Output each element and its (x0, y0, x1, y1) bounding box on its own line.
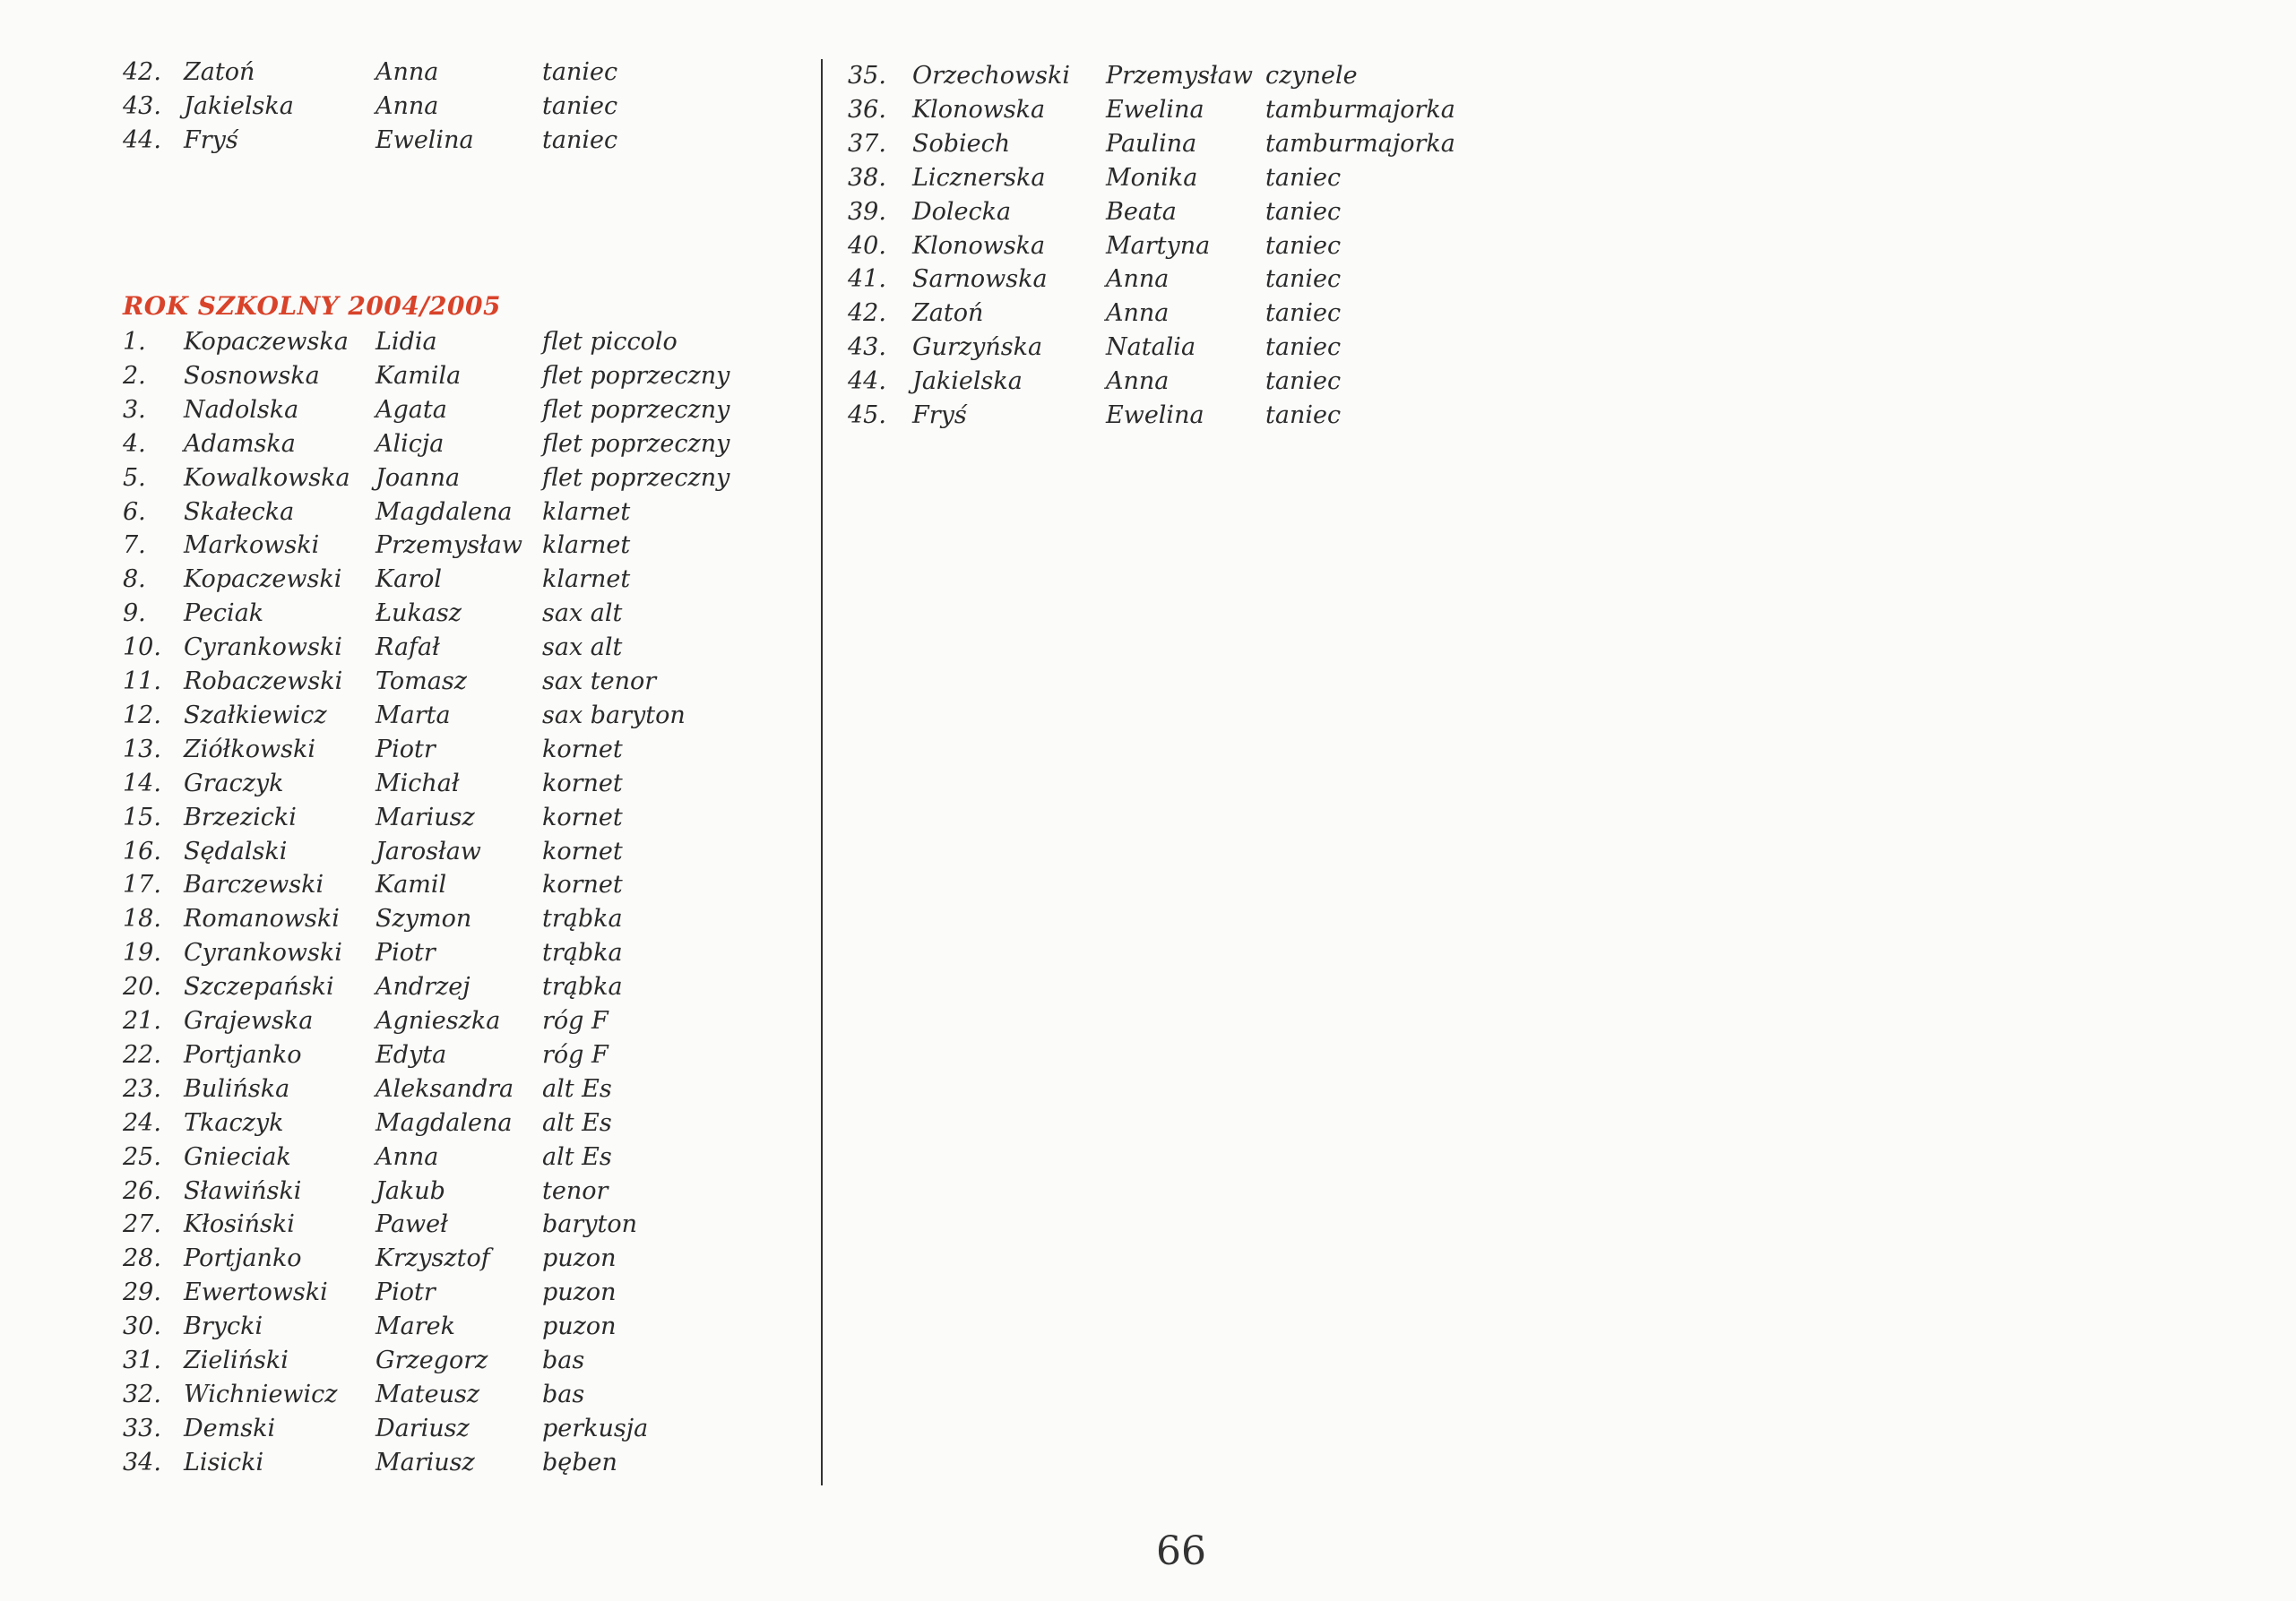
row-number: 39. (848, 197, 886, 226)
row-number: 37. (848, 129, 886, 158)
row-instrument: alt Es (542, 1142, 612, 1171)
row-instrument: kornet (542, 803, 623, 831)
row-first-name: Mariusz (375, 803, 475, 831)
row-surname: Gnieciak (184, 1142, 291, 1171)
row-first-name: Agnieszka (375, 1007, 501, 1035)
row-number: 32. (123, 1380, 161, 1408)
row-first-name: Natalia (1106, 333, 1196, 362)
row-first-name: Beata (1106, 197, 1177, 226)
row-surname: Peciak (184, 599, 264, 628)
row-instrument: trąbka (542, 905, 623, 934)
row-number: 5. (123, 463, 146, 492)
row-first-name: Piotr (375, 939, 436, 968)
row-instrument: puzon (542, 1278, 617, 1307)
row-number: 15. (123, 803, 161, 831)
row-instrument: taniec (542, 91, 618, 120)
row-surname: Fryś (184, 125, 238, 154)
row-number: 34. (123, 1448, 161, 1476)
row-surname: Nadolska (184, 395, 299, 424)
row-surname: Lisicki (184, 1448, 264, 1476)
row-first-name: Martyna (1106, 231, 1211, 260)
row-surname: Kopaczewska (184, 328, 349, 356)
row-first-name: Ewelina (375, 125, 474, 154)
row-instrument: perkusja (542, 1414, 649, 1442)
row-instrument: taniec (1265, 265, 1342, 294)
row-instrument: taniec (1265, 299, 1342, 328)
row-number: 11. (123, 667, 161, 695)
row-first-name: Mateusz (375, 1380, 480, 1408)
row-number: 45. (848, 401, 886, 429)
row-first-name: Magdalena (375, 1108, 513, 1137)
row-surname: Adamska (184, 429, 296, 458)
row-number: 18. (123, 905, 161, 934)
row-number: 10. (123, 633, 161, 662)
row-first-name: Anna (1106, 367, 1170, 396)
row-first-name: Michał (375, 769, 460, 797)
row-surname: Markowski (184, 531, 320, 560)
right-list (848, 59, 1493, 471)
row-instrument: taniec (1265, 333, 1342, 362)
row-surname: Kowalkowska (184, 463, 350, 492)
row-instrument: trąbka (542, 973, 623, 1002)
row-surname: Bulińska (184, 1074, 290, 1103)
row-first-name: Anna (1106, 299, 1170, 328)
row-instrument: kornet (542, 735, 623, 763)
row-surname: Brzezicki (184, 803, 297, 831)
row-number: 35. (848, 62, 886, 90)
row-surname: Sobiech (912, 129, 1011, 158)
row-surname: Demski (184, 1414, 276, 1442)
row-surname: Jakielska (912, 367, 1023, 396)
row-number: 41. (848, 265, 886, 294)
row-instrument: róg F (542, 1040, 609, 1069)
row-surname: Romanowski (184, 905, 340, 934)
row-first-name: Agata (375, 395, 447, 424)
row-instrument: kornet (542, 871, 623, 899)
row-instrument: taniec (1265, 163, 1342, 192)
row-surname: Sędalski (184, 837, 288, 865)
row-number: 44. (848, 367, 886, 396)
row-number: 12. (123, 701, 161, 729)
row-first-name: Rafał (375, 633, 440, 662)
row-number: 1. (123, 328, 146, 356)
row-surname: Graczyk (184, 769, 284, 797)
row-number: 42. (123, 58, 161, 86)
row-first-name: Edyta (375, 1040, 447, 1069)
row-surname: Brycki (184, 1313, 263, 1341)
row-surname: Wichniewicz (184, 1380, 338, 1408)
row-number: 2. (123, 361, 146, 390)
row-number: 20. (123, 973, 161, 1002)
main-list (123, 325, 768, 1490)
row-instrument: klarnet (542, 497, 631, 526)
row-first-name: Marek (375, 1313, 455, 1341)
row-number: 6. (123, 497, 146, 526)
row-instrument: flet poprzeczny (542, 395, 730, 424)
row-first-name: Anna (375, 58, 439, 86)
row-instrument: kornet (542, 769, 623, 797)
row-instrument: sax baryton (542, 701, 686, 729)
row-first-name: Paweł (375, 1210, 448, 1239)
row-number: 31. (123, 1347, 161, 1374)
row-number: 16. (123, 837, 161, 865)
row-instrument: klarnet (542, 531, 631, 560)
row-surname: Cyrankowski (184, 939, 342, 968)
row-instrument: sax tenor (542, 667, 657, 695)
row-instrument: tenor (542, 1176, 609, 1205)
row-number: 23. (123, 1074, 161, 1103)
row-first-name: Szymon (375, 905, 472, 934)
row-number: 8. (123, 565, 146, 594)
row-first-name: Ewelina (1106, 401, 1204, 429)
row-first-name: Kamil (375, 871, 447, 899)
row-instrument: bas (542, 1347, 585, 1374)
row-instrument: puzon (542, 1244, 617, 1273)
row-surname: Kopaczewski (184, 565, 342, 594)
row-number: 30. (123, 1313, 161, 1341)
row-number: 14. (123, 769, 161, 797)
row-instrument: flet poprzeczny (542, 361, 730, 390)
row-first-name: Alicja (375, 429, 445, 458)
row-surname: Tkaczyk (184, 1108, 284, 1137)
row-number: 22. (123, 1040, 161, 1069)
row-number: 43. (848, 333, 886, 362)
row-surname: Kłosiński (184, 1210, 295, 1239)
row-instrument: sax alt (542, 599, 623, 628)
row-instrument: taniec (542, 58, 618, 86)
row-number: 21. (123, 1007, 161, 1035)
row-first-name: Monika (1106, 163, 1198, 192)
row-instrument: taniec (1265, 401, 1342, 429)
row-surname: Barczewski (184, 871, 324, 899)
row-surname: Grajewska (184, 1007, 314, 1035)
row-instrument: taniec (1265, 367, 1342, 396)
row-number: 17. (123, 871, 161, 899)
row-first-name: Kamila (375, 361, 462, 390)
row-first-name: Aleksandra (375, 1074, 514, 1103)
row-number: 36. (848, 95, 886, 124)
row-surname: Szczepański (184, 973, 334, 1002)
row-first-name: Łukasz (375, 599, 462, 628)
row-surname: Klonowska (912, 95, 1046, 124)
row-first-name: Magdalena (375, 497, 513, 526)
row-number: 9. (123, 599, 146, 628)
row-first-name: Joanna (375, 463, 461, 492)
row-instrument: klarnet (542, 565, 631, 594)
row-first-name: Andrzej (375, 973, 470, 1002)
row-surname: Ziółkowski (184, 735, 315, 763)
row-first-name: Piotr (375, 1278, 436, 1307)
row-first-name: Jarosław (375, 837, 481, 865)
row-first-name: Marta (375, 701, 451, 729)
row-number: 24. (123, 1108, 161, 1137)
row-number: 4. (123, 429, 146, 458)
row-first-name: Ewelina (1106, 95, 1204, 124)
row-instrument: trąbka (542, 939, 623, 968)
row-surname: Cyrankowski (184, 633, 342, 662)
row-instrument: kornet (542, 837, 623, 865)
row-surname: Gurzyńska (912, 333, 1043, 362)
row-surname: Zatoń (184, 58, 255, 86)
row-number: 40. (848, 231, 886, 260)
row-first-name: Anna (375, 1142, 439, 1171)
top-left-list (123, 56, 768, 172)
row-instrument: czynele (1265, 62, 1358, 90)
row-first-name: Piotr (375, 735, 436, 763)
row-first-name: Dariusz (375, 1414, 470, 1442)
row-first-name: Przemysław (1106, 62, 1253, 90)
row-first-name: Tomasz (375, 667, 467, 695)
row-first-name: Anna (1106, 265, 1170, 294)
row-instrument: taniec (542, 125, 618, 154)
row-surname: Zatoń (912, 299, 984, 328)
row-number: 27. (123, 1210, 161, 1239)
row-number: 19. (123, 939, 161, 968)
row-surname: Jakielska (184, 91, 294, 120)
row-instrument: baryton (542, 1210, 638, 1239)
row-surname: Portjanko (184, 1244, 302, 1273)
row-number: 26. (123, 1176, 161, 1205)
row-surname: Sławiński (184, 1176, 302, 1205)
row-surname: Orzechowski (912, 62, 1070, 90)
row-first-name: Jakub (375, 1176, 445, 1205)
row-instrument: bas (542, 1380, 585, 1408)
row-first-name: Lidia (375, 328, 437, 356)
row-number: 33. (123, 1414, 161, 1442)
row-number: 42. (848, 299, 886, 328)
row-number: 13. (123, 735, 161, 763)
row-first-name: Anna (375, 91, 439, 120)
row-surname: Zieliński (184, 1347, 289, 1374)
row-instrument: alt Es (542, 1074, 612, 1103)
row-first-name: Mariusz (375, 1448, 475, 1476)
row-surname: Klonowska (912, 231, 1046, 260)
row-instrument: sax alt (542, 633, 623, 662)
row-instrument: taniec (1265, 197, 1342, 226)
row-instrument: flet piccolo (542, 328, 678, 356)
row-first-name: Krzysztof (375, 1244, 490, 1273)
row-instrument: flet poprzeczny (542, 463, 730, 492)
row-instrument: flet poprzeczny (542, 429, 730, 458)
row-number: 25. (123, 1142, 161, 1171)
row-surname: Szałkiewicz (184, 701, 327, 729)
row-number: 29. (123, 1278, 161, 1307)
row-surname: Licznerska (912, 163, 1046, 192)
row-surname: Ewertowski (184, 1278, 328, 1307)
row-instrument: bęben (542, 1448, 617, 1476)
row-first-name: Przemysław (375, 531, 522, 560)
row-instrument: taniec (1265, 231, 1342, 260)
row-number: 38. (848, 163, 886, 192)
row-number: 44. (123, 125, 161, 154)
row-instrument: tamburmajorka (1265, 129, 1455, 158)
row-number: 3. (123, 395, 146, 424)
row-instrument: róg F (542, 1007, 609, 1035)
page-number: 66 (1156, 1528, 1206, 1574)
row-surname: Fryś (912, 401, 967, 429)
row-instrument: tamburmajorka (1265, 95, 1455, 124)
row-first-name: Grzegorz (375, 1347, 488, 1374)
row-instrument: alt Es (542, 1108, 612, 1137)
section-heading: ROK SZKOLNY 2004/2005 (123, 291, 501, 321)
row-number: 28. (123, 1244, 161, 1273)
row-first-name: Paulina (1106, 129, 1197, 158)
row-surname: Sosnowska (184, 361, 320, 390)
row-surname: Portjanko (184, 1040, 302, 1069)
row-instrument: puzon (542, 1313, 617, 1341)
row-number: 7. (123, 531, 146, 560)
row-first-name: Karol (375, 565, 443, 594)
column-divider (821, 59, 823, 1485)
row-surname: Robaczewski (184, 667, 343, 695)
row-number: 43. (123, 91, 161, 120)
row-surname: Sarnowska (912, 265, 1048, 294)
row-surname: Dolecka (912, 197, 1012, 226)
row-surname: Skałecka (184, 497, 295, 526)
